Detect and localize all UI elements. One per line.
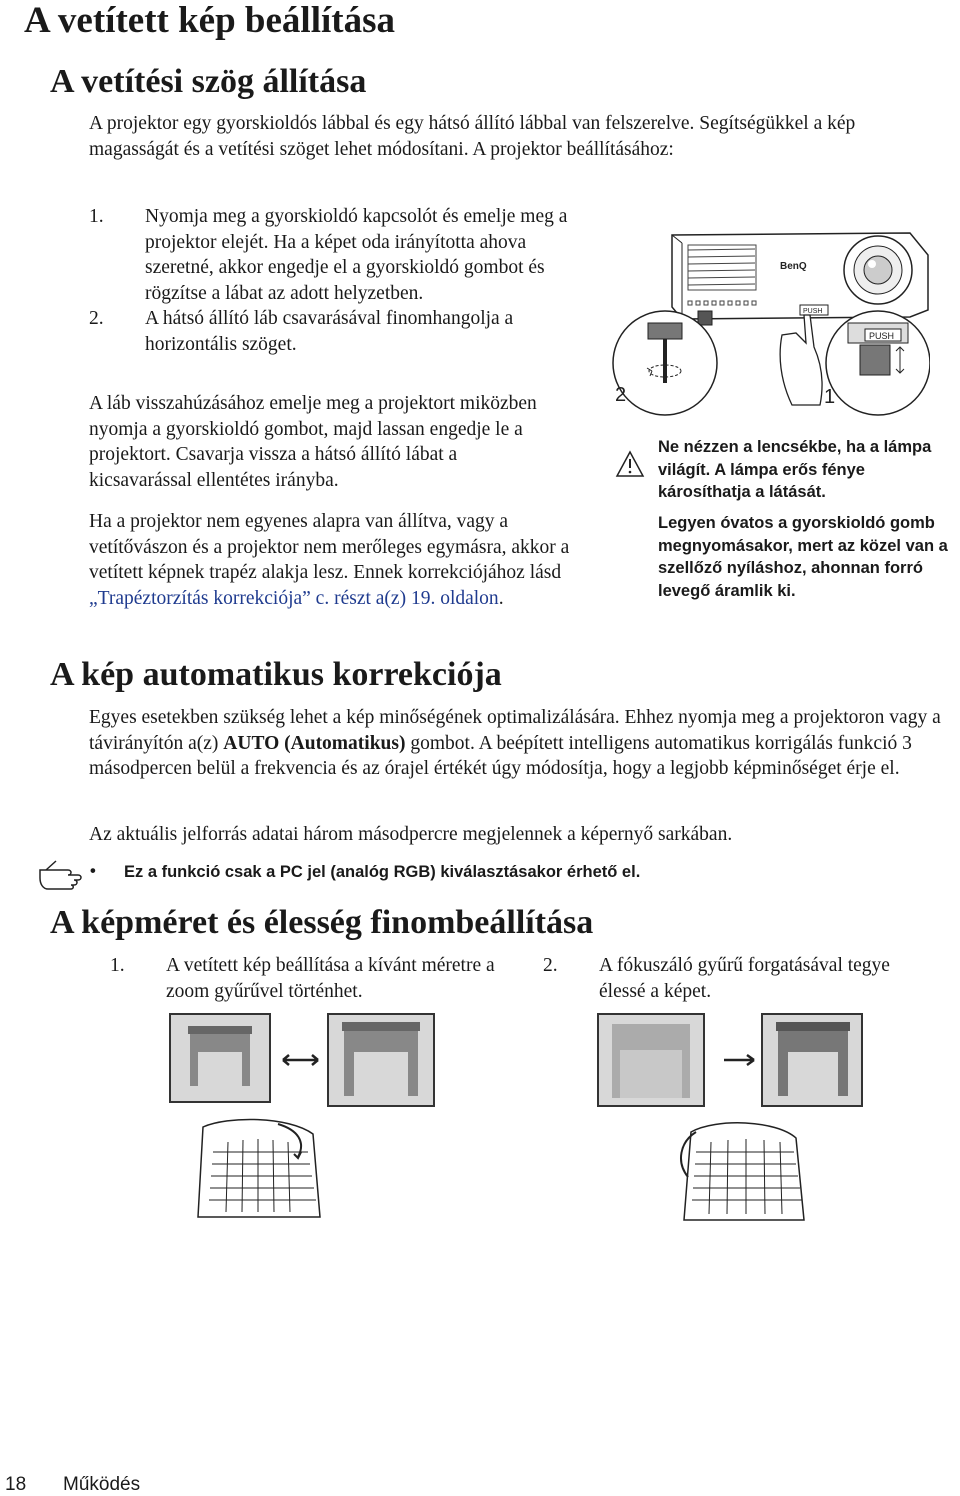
step-2: [89, 306, 589, 357]
intro-paragraph: A projektor egy gyorskioldós lábbal és egy hátsó állító lábbal van felszerelve. Segítségükkel a kép magasságát és a vetítési szöget lehet módosítani. A projektor beállításához:: [89, 113, 856, 160]
warning-icon: [615, 450, 645, 478]
warning-text-2: Legyen óvatos a gyorskioldó gomb megnyomásakor, mert az közel van a szellőző nyíláshoz, ahonnan forró levegő áramlik ki.: [658, 514, 948, 600]
brand-logo: BenQ: [780, 261, 807, 272]
retract-paragraph: A láb visszahúzásához emelje meg a projektort miközben nyomja a gyorskioldó gombot, majd lassan engedje le a projektort. Csavarja vissza a hátsó állító lábat a kicsavarással ellentétes irányba.: [89, 393, 537, 491]
projector-illustration: [610, 215, 930, 430]
label-2: 2: [615, 384, 627, 406]
section-heading-auto: A kép automatikus korrekciója: [50, 656, 502, 693]
push-label-large: PUSH: [869, 331, 895, 341]
step-text: A hátsó állító láb csavarásával finomhangolja a horizontális szöget.: [145, 308, 514, 355]
section-heading-angle: A vetítési szög állítása: [50, 63, 367, 100]
note-bullet: •: [90, 862, 96, 880]
focus-figure: [596, 1012, 866, 1242]
projector-figure: [610, 215, 930, 430]
size-item-2: [543, 953, 923, 1004]
step-text: Nyomja meg a gyorskioldó kapcsolót és emelje meg a projektor elejét. Ha a képet oda irányította ahova szeretné, akkor engedje el a gyorskioldó gombot és rögzítse a lábat az adott helyzetben.: [145, 206, 568, 304]
item-text: A fókuszáló gyűrű forgatásával tegye élessé a képet.: [599, 955, 890, 1002]
item-number: 1.: [110, 955, 125, 976]
zoom-illustration: [168, 1012, 438, 1242]
step-1: [89, 204, 589, 306]
note-text: Ez a funkció csak a PC jel (analóg RGB) kiválasztásakor érhető el.: [124, 863, 641, 881]
auto-text-a: Egyes esetekben szükség lehet a kép minőségének optimalizálására. Ehhez nyomja meg a projektoron vagy a távirányítón a(z): [89, 707, 941, 754]
focus-illustration: [596, 1012, 866, 1242]
page-title: A vetített kép beállítása: [24, 0, 395, 41]
item-number: 2.: [543, 955, 558, 976]
info-paragraph: Az aktuális jelforrás adatai három másodpercre megjelennek a képernyő sarkában.: [89, 824, 733, 845]
footer-section: Működés: [63, 1474, 141, 1495]
page-number: 18: [5, 1474, 27, 1495]
auto-paragraph: [89, 705, 959, 782]
item-text: A vetített kép beállítása a kívánt méretre a zoom gyűrűvel történhet.: [166, 955, 495, 1002]
keystone-paragraph: [89, 509, 594, 611]
note-hand-icon: [38, 858, 84, 892]
keystone-link[interactable]: „Trapéztorzítás korrekciója” c. részt a(z) 19. oldalon: [89, 587, 499, 609]
steps-list: [89, 204, 589, 357]
label-1: 1: [824, 386, 836, 408]
section-heading-size: A képméret és élesség finombeállítása: [50, 904, 594, 941]
keystone-text: Ha a projektor nem egyenes alapra van állítva, vagy a vetítővászon és a projektor nem merőleges egymásra, akkor a vetített képnek trapéz alakja lesz. Ennek korrekciójához lásd: [89, 511, 570, 583]
auto-button-name: AUTO (Automatikus): [223, 732, 406, 754]
size-item-1: [110, 953, 510, 1004]
keystone-end: .: [498, 587, 504, 609]
step-number: 2.: [89, 308, 104, 329]
auto-text-b: gombot. A beépített intelligens automatikus korrigálás funkció 3 másodpercen belül a frekvencia és az órajel értékét úgy módosítja, hogy a legjobb képminőséget érje el.: [89, 732, 912, 779]
push-label-small: PUSH: [803, 308, 823, 315]
zoom-figure: [168, 1012, 438, 1242]
warning-text-1: Ne nézzen a lencsékbe, ha a lámpa világít. A lámpa erős fénye károsíthatja a látását.: [658, 438, 932, 501]
step-number: 1.: [89, 206, 104, 227]
